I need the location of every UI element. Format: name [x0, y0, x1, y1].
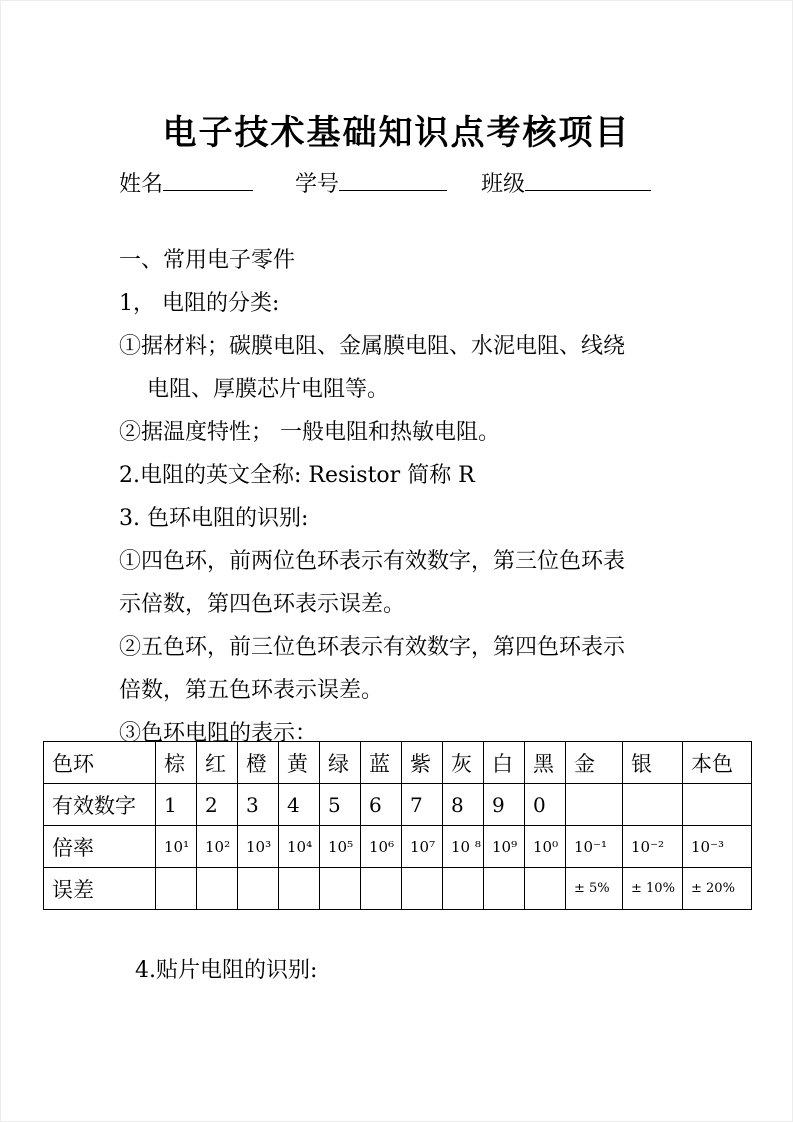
table-cell — [566, 784, 623, 826]
table-cell: 10³ — [238, 826, 279, 868]
body-line: 1， 电阻的分类: — [119, 291, 280, 316]
table-cell — [279, 868, 320, 910]
table-header-cell: 橙 — [238, 742, 279, 784]
body-line: 示倍数，第四色环表示误差。 — [119, 592, 406, 617]
table-cell: 10¹ — [156, 826, 197, 868]
name-label: 姓名 — [119, 172, 164, 197]
student-info-row — [119, 167, 651, 198]
body-line: 倍数，第五色环表示误差。 — [119, 678, 384, 703]
body-text — [119, 239, 699, 755]
table-header-cell: 蓝 — [361, 742, 402, 784]
table-header-cell: 灰 — [443, 742, 484, 784]
table-row — [44, 868, 752, 910]
body-line: 3. 色环电阻的识别: — [119, 506, 309, 531]
row-label-cell: 有效数字 — [44, 784, 156, 826]
table-cell — [197, 868, 238, 910]
table-cell — [484, 868, 525, 910]
body-line: ①据材料；碳膜电阻、金属膜电阻、水泥电阻、线绕 — [119, 334, 626, 359]
row-label-cell: 误差 — [44, 868, 156, 910]
table-cell: 10⁰ — [525, 826, 566, 868]
table-row — [44, 826, 752, 868]
table-cell: 10⁻² — [623, 826, 683, 868]
table-cell: 9 — [484, 784, 525, 826]
color-code-table — [43, 741, 752, 910]
table-header-cell: 黄 — [279, 742, 320, 784]
table-cell: 10 ⁸ — [443, 826, 484, 868]
color-code-table-body — [44, 742, 752, 910]
table-cell: 0 — [525, 784, 566, 826]
page-title: 电子技术基础知识点考核项目 — [162, 113, 631, 153]
table-cell: 10⁻³ — [683, 826, 752, 868]
section-4-heading: 4.贴片电阻的识别: — [135, 958, 318, 983]
table-header-cell: 黑 — [525, 742, 566, 784]
table-cell: ± 20% — [683, 868, 752, 910]
table-cell — [238, 868, 279, 910]
table-cell: 2 — [197, 784, 238, 826]
table-header-cell: 金 — [566, 742, 623, 784]
body-line: 电阻、厚膜芯片电阻等。 — [147, 377, 390, 402]
body-line: ①四色环，前两位色环表示有效数字，第三位色环表 — [119, 549, 626, 574]
student-id-blank-line — [339, 170, 447, 191]
table-header-cell: 棕 — [156, 742, 197, 784]
table-cell: 10⁴ — [279, 826, 320, 868]
table-cell — [320, 868, 361, 910]
table-cell: 10⁻¹ — [566, 826, 623, 868]
body-line: 2.电阻的英文全称: Resistor 简称 R — [119, 463, 475, 488]
table-header-cell: 白 — [484, 742, 525, 784]
class-blank-line — [525, 170, 651, 191]
body-line: ②五色环，前三位色环表示有效数字，第四色环表示 — [119, 635, 626, 660]
section-1-heading: 一、常用电子零件 — [119, 248, 296, 273]
table-cell — [361, 868, 402, 910]
student-id-label: 学号 — [295, 172, 340, 197]
table-corner-cell: 色环 — [44, 742, 156, 784]
row-label-cell: 倍率 — [44, 826, 156, 868]
table-header-cell: 绿 — [320, 742, 361, 784]
body-line: ③色环电阻的表示： — [119, 721, 318, 746]
body-line: ②据温度特性； 一般电阻和热敏电阻。 — [119, 420, 500, 445]
table-cell — [683, 784, 752, 826]
table-header-cell: 紫 — [402, 742, 443, 784]
table-header-cell: 红 — [197, 742, 238, 784]
table-cell — [525, 868, 566, 910]
table-cell: ± 10% — [623, 868, 683, 910]
table-cell — [443, 868, 484, 910]
name-blank-line — [163, 170, 253, 191]
table-cell: ± 5% — [566, 868, 623, 910]
table-cell — [402, 868, 443, 910]
table-header-row — [44, 742, 752, 784]
table-cell: 10⁹ — [484, 826, 525, 868]
table-header-cell: 本色 — [683, 742, 752, 784]
table-cell: 8 — [443, 784, 484, 826]
class-label: 班级 — [481, 172, 526, 197]
table-cell: 7 — [402, 784, 443, 826]
table-cell: 5 — [320, 784, 361, 826]
table-cell — [156, 868, 197, 910]
table-cell: 6 — [361, 784, 402, 826]
table-cell: 10⁷ — [402, 826, 443, 868]
table-cell: 10⁵ — [320, 826, 361, 868]
table-row — [44, 784, 752, 826]
table-cell — [623, 784, 683, 826]
table-cell: 10⁶ — [361, 826, 402, 868]
table-cell: 4 — [279, 784, 320, 826]
table-header-cell: 银 — [623, 742, 683, 784]
table-cell: 3 — [238, 784, 279, 826]
table-cell: 10² — [197, 826, 238, 868]
table-cell: 1 — [156, 784, 197, 826]
